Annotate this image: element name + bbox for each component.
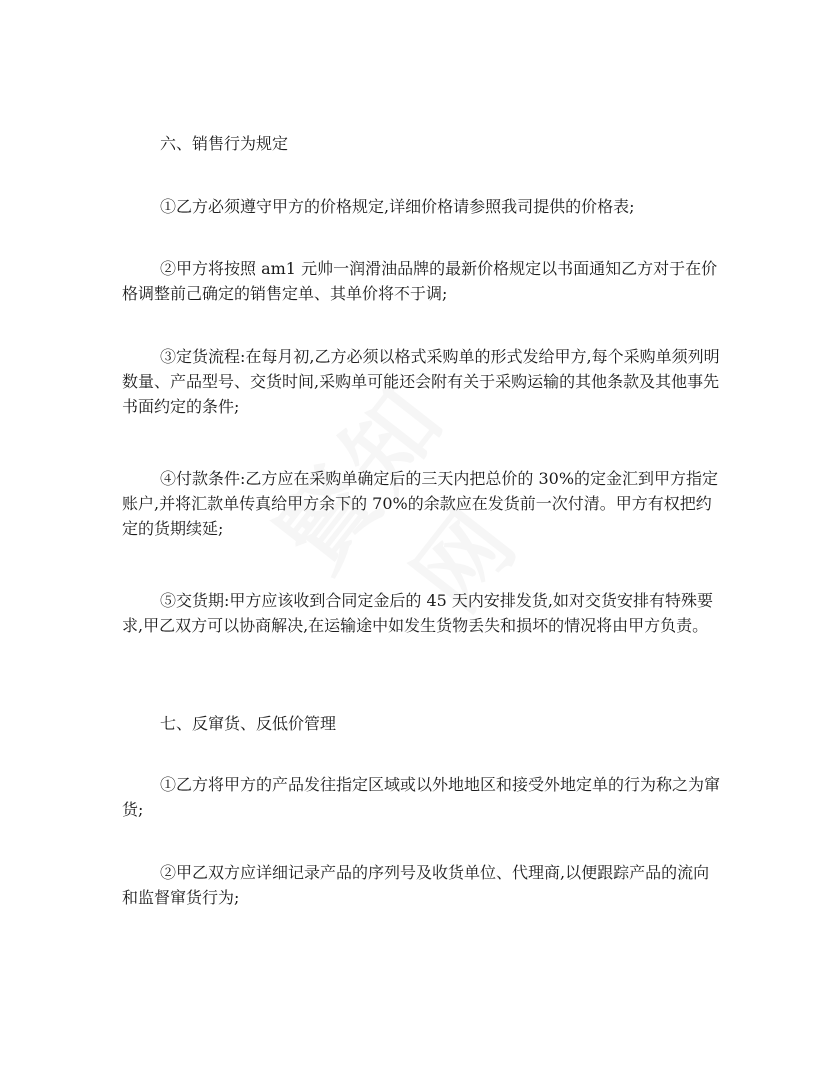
paragraph-text: ①乙方必须遵守甲方的价格规定,详细价格请参照我司提供的价格表;: [160, 197, 635, 216]
section-six-item-2: [122, 256, 722, 306]
section-seven-title: [122, 711, 722, 736]
paragraph-text: ②甲方将按照 am1 元帅一润滑油品牌的最新价格规定以书面通知乙方对于在价格调整前己确定的销售定单、其单价将不于调;: [122, 259, 718, 303]
section-six-item-4: [122, 466, 722, 541]
paragraph-text: ⑤交货期:甲方应该收到合同定金后的 45 天内安排发货,如对交货安排有特殊要求,甲乙双方可以协商解决,在运输途中如发生货物丢失和损坏的情况将由甲方负责。: [122, 591, 714, 635]
paragraph-text: ①乙方将甲方的产品发往指定区域或以外地地区和接受外地定单的行为称之为窜货;: [122, 775, 721, 819]
section-six-item-5: [122, 588, 722, 638]
section-six-item-1: [122, 194, 722, 219]
paragraph-text: ②甲乙双方应详细记录产品的序列号及收货单位、代理商,以便跟踪产品的流向和监督窜货行为;: [122, 863, 710, 907]
section-six-title: [122, 131, 722, 156]
section-six-title-text: 六、销售行为规定: [160, 134, 289, 153]
paragraph-text: ④付款条件:乙方应在采购单确定后的三天内把总价的 30%的定金汇到甲方指定账户,并将汇款单传真给甲方余下的 70%的余款应在发货前一次付清。甲方有权把约定的货期续延;: [122, 469, 719, 538]
section-six-item-3: [122, 344, 722, 419]
section-seven-item-1: [122, 772, 722, 822]
section-seven-item-2: [122, 860, 722, 910]
section-seven-title-text: 七、反窜货、反低价管理: [160, 714, 337, 733]
paragraph-text: ③定货流程:在每月初,乙方必须以格式采购单的形式发给甲方,每个采购单须列明数量、产品型号、交货时间,采购单可能还会附有关于采购运输的其他条款及其他事先书面约定的条件;: [122, 347, 720, 416]
